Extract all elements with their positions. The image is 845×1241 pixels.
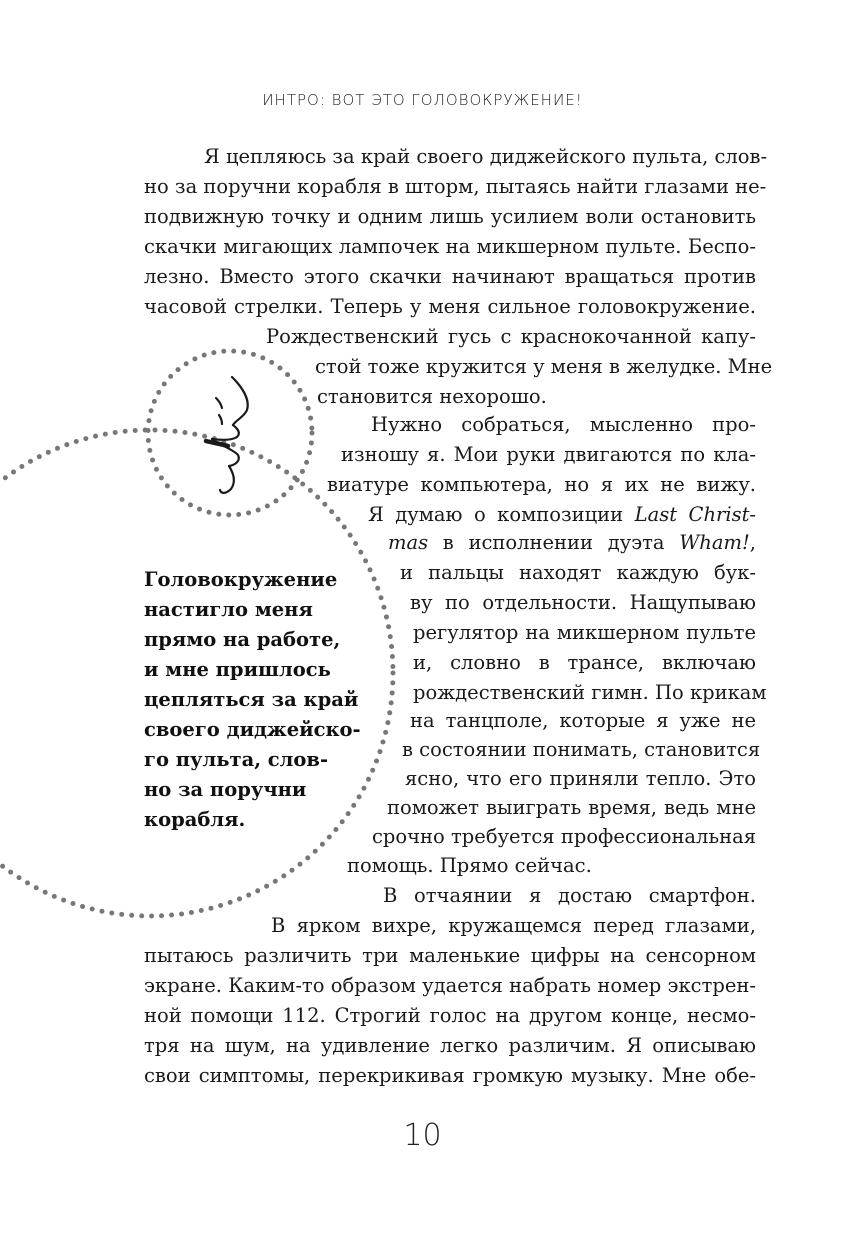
body-line: экране. Каким-то образом удается набрать номер экстрен- xyxy=(144,974,756,997)
body-line: на танцполе, которые я уже не xyxy=(410,709,756,732)
body-line: поможет выиграть время, ведь мне xyxy=(387,796,756,819)
body-line: Нужно собраться, мысленно про- xyxy=(371,413,756,436)
body-line xyxy=(368,500,756,530)
page-number: 10 xyxy=(403,1118,442,1153)
band-name: Wham! xyxy=(679,531,750,554)
body-line: ясно, что его приняли тепло. Это xyxy=(405,767,756,790)
song-title: Last Christ- xyxy=(634,503,757,526)
pull-quote-line: но за поручни xyxy=(144,778,307,801)
body-text-span: , xyxy=(749,531,756,554)
body-line: В отчаянии я достаю смартфон. xyxy=(383,884,756,907)
body-line: часовой стрелки. Теперь у меня сильное головокружение. xyxy=(144,295,756,318)
body-line: пытаюсь различить три маленькие цифры на сенсорном xyxy=(144,944,756,967)
body-line: тря на шум, на удивление легко различим. Я описываю xyxy=(144,1034,756,1057)
pull-quote-line: Головокружение xyxy=(144,568,338,591)
pull-quote-line: го пульта, слов- xyxy=(144,748,329,771)
face-profile-lips-sketch-icon xyxy=(206,377,248,493)
song-title: mas xyxy=(388,531,429,554)
pull-quote-line: настигло меня xyxy=(144,598,313,621)
body-line: в состоянии понимать, становится xyxy=(402,738,761,761)
pull-quote-line: своего диджейско- xyxy=(144,718,361,741)
body-line: становится нехорошо. xyxy=(317,385,547,408)
pull-quote-line: корабля. xyxy=(144,808,246,831)
body-line: ной помощи 112. Строгий голос на другом конце, несмо- xyxy=(144,1004,756,1027)
body-line: свои симптомы, перекрикивая громкую музыку. Мне обе- xyxy=(144,1064,756,1087)
body-text-span: Я думаю о композиции xyxy=(368,503,635,526)
body-line: и, словно в трансе, включаю xyxy=(413,651,756,674)
body-line: рождественский гимн. По крикам xyxy=(413,681,767,704)
running-header: ИНТРО: ВОТ ЭТО ГОЛОВОКРУЖЕНИЕ! xyxy=(262,91,583,109)
body-line: изношу я. Мои руки двигаются по кла- xyxy=(341,443,756,466)
body-line: Рождественский гусь с краснокочанной капу- xyxy=(266,325,756,348)
pull-quote-line: и мне пришлось xyxy=(144,658,331,681)
body-line: помощь. Прямо сейчас. xyxy=(347,854,592,877)
body-line: срочно требуется профессиональная xyxy=(372,825,756,848)
body-text-span: в исполнении дуэта xyxy=(428,531,680,554)
body-line: Я цепляюсь за край своего диджейского пульта, слов- xyxy=(204,145,768,168)
body-line: скачки мигающих лампочек на микшерном пульте. Беспо- xyxy=(144,235,756,258)
body-line: стой тоже кружится у меня в желудке. Мне xyxy=(315,355,773,378)
body-line: лезно. Вместо этого скачки начинают вращаться против xyxy=(144,265,756,288)
pull-quote-line: прямо на работе, xyxy=(144,628,341,651)
body-line: ву по отдельности. Нащупываю xyxy=(410,591,756,614)
body-line: виатуре компьютера, но я их не вижу. xyxy=(327,473,756,496)
body-line: В ярком вихре, кружащемся перед глазами, xyxy=(271,914,756,937)
body-line: подвижную точку и одним лишь усилием воли остановить xyxy=(144,205,756,228)
body-line: и пальцы находят каждую бук- xyxy=(400,561,756,584)
body-line: но за поручни корабля в шторм, пытаясь найти глазами не- xyxy=(144,175,767,198)
pull-quote-line: цепляться за край xyxy=(144,688,359,711)
body-line xyxy=(388,528,756,558)
body-line: регулятор на микшерном пульте xyxy=(413,621,756,644)
